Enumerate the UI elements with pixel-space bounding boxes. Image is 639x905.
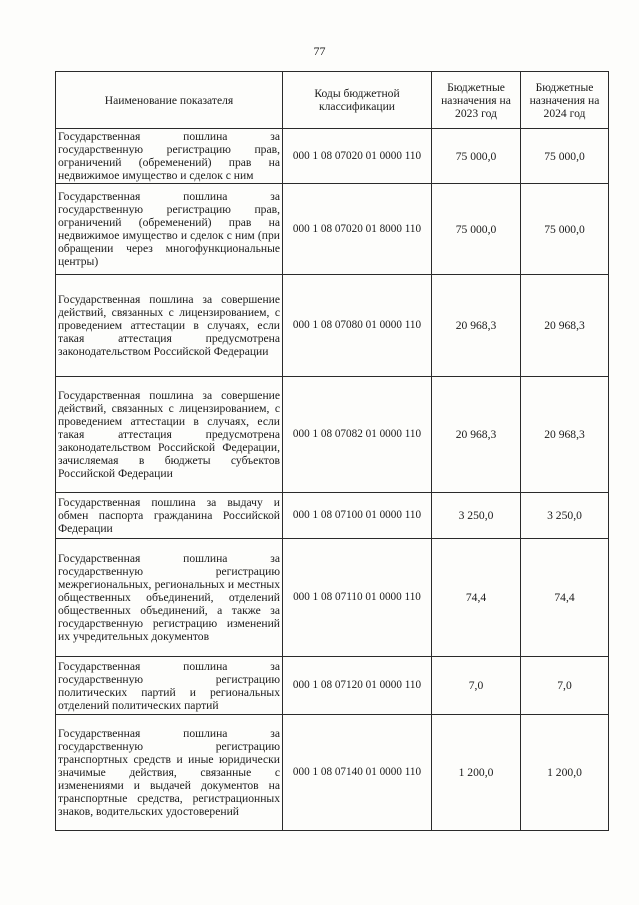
row-name: Государственная пошлина за государственную регистрацию прав, ограничений (обременений) прав на недвижимое имущество и сделок с ним: [56, 129, 283, 184]
row-value-2023: 7,0: [432, 657, 521, 715]
row-value-2023: 74,4: [432, 539, 521, 657]
table-row: [56, 539, 609, 657]
row-code: 000 1 08 07020 01 0000 110: [283, 129, 432, 184]
header-2023: Бюджетные назначения на 2023 год: [432, 72, 521, 129]
row-code: 000 1 08 07100 01 0000 110: [283, 493, 432, 539]
row-value-2024: 74,4: [521, 539, 609, 657]
row-name: Государственная пошлина за выдачу и обмен паспорта гражданина Российской Федерации: [56, 493, 283, 539]
header-2024: Бюджетные назначения на 2024 год: [521, 72, 609, 129]
row-value-2024: 7,0: [521, 657, 609, 715]
row-value-2023: 20 968,3: [432, 377, 521, 493]
row-code: 000 1 08 07080 01 0000 110: [283, 275, 432, 377]
table-row: [56, 129, 609, 184]
budget-table: [55, 71, 609, 831]
row-name: Государственная пошлина за государственную регистрацию межрегиональных, региональных и местных общественных объединений, отделений общественных объединений, а также за государственную регистрацию изменений их учредительных документов: [56, 539, 283, 657]
row-name: Государственная пошлина за государственную регистрацию транспортных средств и иные юридически значимые действия, связанные с изменениями и выдачей документов на транспортные средства, регистрационных знаков, водительских удостоверений: [56, 715, 283, 831]
table-row: [56, 275, 609, 377]
row-value-2024: 3 250,0: [521, 493, 609, 539]
row-value-2024: 20 968,3: [521, 275, 609, 377]
table-row: [56, 657, 609, 715]
row-code: 000 1 08 07140 01 0000 110: [283, 715, 432, 831]
header-code: Коды бюджетной классификации: [283, 72, 432, 129]
table-row: [56, 715, 609, 831]
row-value-2023: 1 200,0: [432, 715, 521, 831]
table-row: [56, 493, 609, 539]
table-header-row: [56, 72, 609, 129]
row-code: 000 1 08 07082 01 0000 110: [283, 377, 432, 493]
row-value-2023: 75 000,0: [432, 129, 521, 184]
row-code: 000 1 08 07110 01 0000 110: [283, 539, 432, 657]
page-number: 77: [313, 44, 326, 58]
table-row: [56, 377, 609, 493]
row-name: Государственная пошлина за совершение действий, связанных с лицензированием, с проведением аттестации в случаях, если такая аттестация предусмотрена законодательством Российской Федерации, зачисляемая в бюджеты субъектов Российской Федерации: [56, 377, 283, 493]
row-value-2024: 1 200,0: [521, 715, 609, 831]
row-name: Государственная пошлина за совершение действий, связанных с лицензированием, с проведением аттестации в случаях, если такая аттестация предусмотрена законодательством Российской Федерации: [56, 275, 283, 377]
row-code: 000 1 08 07020 01 8000 110: [283, 184, 432, 275]
row-name: Государственная пошлина за государственную регистрацию политических партий и региональных отделений политических партий: [56, 657, 283, 715]
row-value-2023: 20 968,3: [432, 275, 521, 377]
table-row: [56, 184, 609, 275]
header-name: Наименование показателя: [56, 72, 283, 129]
row-name: Государственная пошлина за государственную регистрацию прав, ограничений (обременений) прав на недвижимое имущество и сделок с ним (при обращении через многофункциональные центры): [56, 184, 283, 275]
row-value-2024: 75 000,0: [521, 129, 609, 184]
row-value-2024: 75 000,0: [521, 184, 609, 275]
row-code: 000 1 08 07120 01 0000 110: [283, 657, 432, 715]
row-value-2024: 20 968,3: [521, 377, 609, 493]
row-value-2023: 75 000,0: [432, 184, 521, 275]
row-value-2023: 3 250,0: [432, 493, 521, 539]
